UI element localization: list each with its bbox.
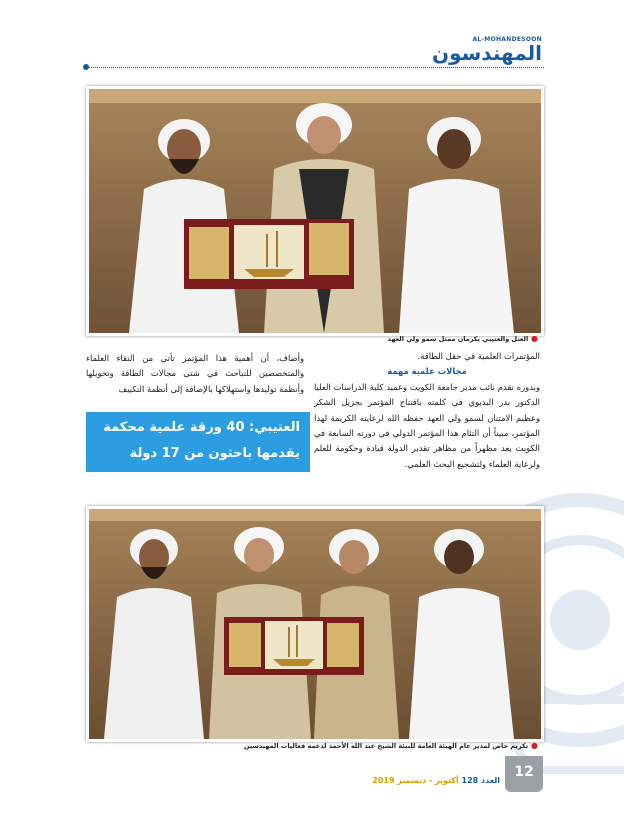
photo-award-1-image	[89, 89, 541, 333]
article-paragraph: المؤتمرات العلمية في حقل الطاقة.	[417, 351, 540, 361]
photo-caption-1	[388, 334, 538, 343]
article-column-left	[86, 351, 304, 397]
photo-award-2	[86, 506, 544, 742]
logo-arabic: المهندسون	[432, 41, 542, 65]
magazine-logo	[432, 36, 542, 66]
issue-date: أكتوبر - ديسمبر 2019	[372, 776, 459, 785]
pull-quote	[86, 412, 310, 472]
page-number: 12	[514, 764, 534, 780]
photo-caption-2	[244, 741, 538, 750]
caption-bullet: ●	[528, 334, 538, 343]
article-paragraph: وأضاف، أن أهمية هذا المؤتمر تأتي من التقاء العلماء والمتخصصين للتباحث في شتى مجالات الطاقة وتحويلها وأنظمة توليدها واستهلاكها بالإضافة إلى أنظمة التكييف	[86, 353, 304, 394]
article-paragraph: وبدوره تقدم نائب مدير جامعة الكويت وعميد كلية الدراسات العليا الدكتور بدر البديوي في كلمته بافتتاح المؤتمر بجزيل الشكر وعظيم الامتنان لسمو ولي العهد حفظه الله لرعايته الكريمة لهذا المؤتمر، مبيناً أن التئام هذا المؤتمر الدولي في دورته السابعة في الكويت يعد مظهراً من مظاهر تقدير الدولة قيادة وحكومة للعلم ولرعاية العلماء ولتشجيع البحث العلمي.	[314, 381, 540, 469]
issue-number: العدد 128	[461, 776, 500, 785]
header-divider-dot	[83, 64, 89, 70]
logo-english: AL-MOHANDESOON	[472, 36, 542, 43]
page-number-box	[505, 756, 543, 792]
issue-info	[372, 776, 500, 785]
photo-award-1	[86, 86, 544, 336]
pull-quote-line-2: يقدمها باحثون من 17 دولة	[129, 446, 300, 461]
header-divider	[86, 67, 544, 68]
caption-text: تكريم خاص لمدير عام الهيئة العامة للبيئة الشيخ عبد الله الأحمد لدعمه فعاليات المهندسين	[243, 742, 529, 750]
caption-bullet: ●	[528, 741, 538, 750]
pull-quote-line-1: العتيبي: 40 ورقة علمية محكمة	[103, 420, 300, 435]
caption-text: العتل والعتيبي يكرمان ممثل سمو ولي العهد	[387, 335, 529, 343]
article-column-right	[314, 349, 540, 472]
section-subheading: مجالات علمية مهمة	[387, 366, 467, 377]
photo-award-2-image	[89, 509, 541, 739]
